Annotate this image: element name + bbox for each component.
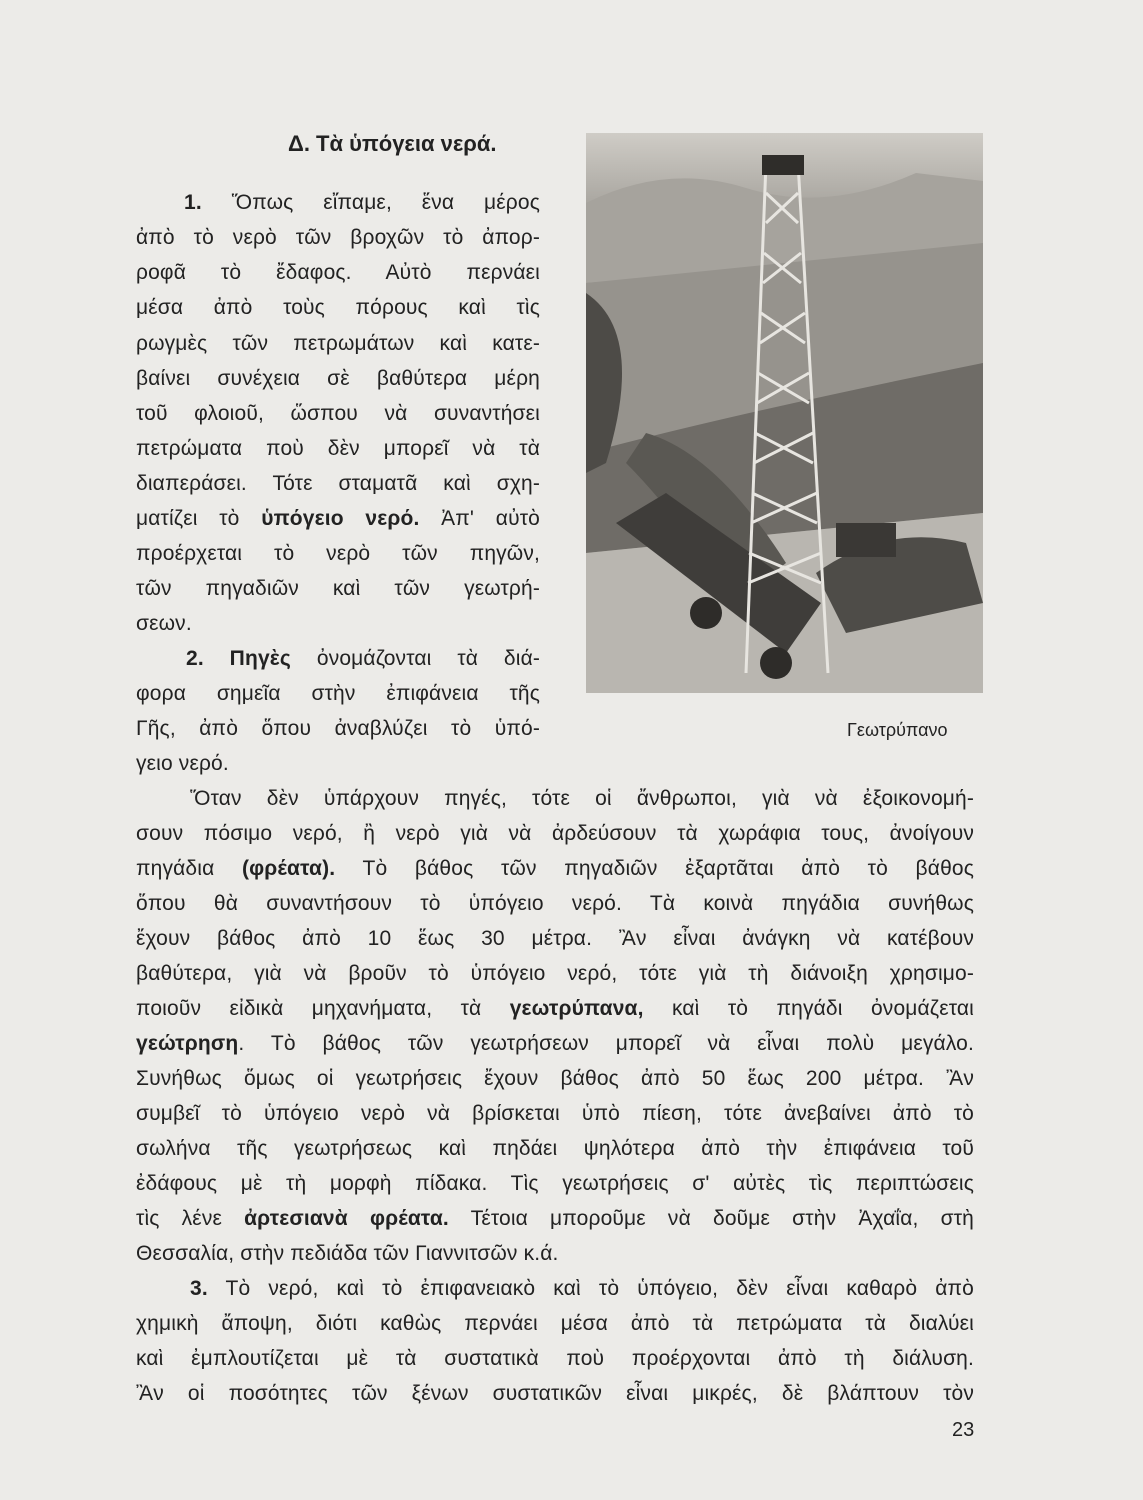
text-line — [136, 536, 540, 572]
text-run: βαθύτερα, γιὰ νὰ βροῦν τὸ ὑπόγειο νερό, τότε γιὰ τὴ διάνοιξη χρησιμο- — [136, 962, 974, 985]
text-line — [136, 431, 540, 467]
text-run: προέρχεται τὸ νερὸ τῶν πηγῶν, — [136, 542, 540, 565]
text-line — [136, 1376, 974, 1412]
text-line — [136, 501, 540, 537]
text-run: ροφᾶ τὸ ἔδαφος. Αὐτὸ περνάει — [136, 261, 540, 284]
text-line — [136, 1341, 974, 1377]
bold-term: γεώτρηση — [136, 1032, 239, 1055]
text-run: σουν πόσιμο νερό, ἢ νερὸ γιὰ νὰ ἀρδεύσουν τὰ χωράφια τους, ἀνοίγουν — [136, 822, 974, 845]
text-run: διαπεράσει. Τότε σταματᾶ καὶ σχη- — [136, 472, 540, 495]
text-line — [136, 326, 540, 362]
drilling-rig-illustration — [586, 133, 983, 693]
text-run: Ὅπως εἴπαμε, ἕνα μέρος — [231, 191, 540, 214]
text-run: πηγάδια — [136, 857, 242, 880]
text-line — [136, 921, 974, 957]
text-line — [136, 746, 540, 782]
text-line — [136, 1096, 974, 1132]
text-line — [136, 1236, 974, 1272]
text-line — [136, 1306, 974, 1342]
bold-term: (φρέατα). — [241, 857, 336, 880]
text-line — [136, 571, 540, 607]
bold-term: 3. — [190, 1277, 208, 1300]
text-run: ἔχουν βάθος ἀπὸ 10 ἕως 30 μέτρα. Ἂν εἶναι ἀνάγκη νὰ κατέβουν — [136, 927, 974, 950]
text-line — [136, 711, 540, 747]
text-line — [136, 1026, 974, 1062]
text-run: Θεσσαλία, στὴν πεδιάδα τῶν Γιαννιτσῶν κ.ά. — [136, 1242, 559, 1265]
text-line — [136, 1131, 974, 1167]
text-line — [190, 1271, 974, 1307]
text-line — [190, 781, 974, 817]
text-run: τοῦ φλοιοῦ, ὥσπου νὰ συναντήσει — [136, 402, 540, 425]
text-run: βαίνει συνέχεια σὲ βαθύτερα μέρη — [136, 367, 540, 390]
bold-term: ὑπόγειο νερό. — [261, 507, 420, 530]
text-line — [136, 255, 540, 291]
text-run: μέσα ἀπὸ τοὺς πόρους καὶ τὶς — [136, 296, 540, 319]
text-run: σεων. — [136, 612, 192, 635]
bold-term: γεωτρύπανα, — [509, 997, 644, 1020]
text-line — [136, 816, 974, 852]
text-run: Ὅταν δὲν ὑπάρχουν πηγές, τότε οἱ ἄνθρωποι, γιὰ νὰ ἐξοικονομή- — [190, 787, 974, 810]
text-line — [136, 991, 974, 1027]
bold-term: ἀρτεσιανὰ φρέατα. — [244, 1207, 449, 1230]
text-line — [136, 641, 540, 677]
section-heading: Δ. Τὰ ὑπόγεια νερά. — [288, 131, 497, 156]
text-line — [136, 185, 540, 221]
text-run: τῶν πηγαδιῶν καὶ τῶν γεωτρή- — [136, 577, 540, 600]
text-run: ποιοῦν εἰδικὰ μηχανήματα, τὰ — [136, 997, 510, 1020]
bold-term: 2. Πηγὲς — [186, 647, 291, 670]
text-run: ἀπὸ τὸ νερὸ τῶν βροχῶν τὸ ἀπορ- — [136, 226, 540, 249]
text-run: γειο νερό. — [136, 752, 229, 775]
text-run: καὶ ἐμπλουτίζεται μὲ τὰ συστατικὰ ποὺ προέρχονται ἀπὸ τὴ διάλυση. — [136, 1347, 974, 1370]
text-run: Γῆς, ἀπὸ ὅπου ἀναβλύζει τὸ ὑπό- — [136, 717, 540, 740]
text-run: συμβεῖ τὸ ὑπόγειο νερὸ νὰ βρίσκεται ὑπὸ πίεση, τότε ἀνεβαίνει ἀπὸ τὸ — [136, 1102, 974, 1125]
text-run: ματίζει τὸ — [136, 507, 262, 530]
text-run: Συνήθως ὅμως οἱ γεωτρήσεις ἔχουν βάθος ἀπὸ 50 ἕως 200 μέτρα. Ἂν — [136, 1067, 974, 1090]
bold-term: 1. — [184, 191, 232, 214]
text-line — [136, 676, 540, 712]
page-number: 23 — [952, 1419, 975, 1441]
text-line — [136, 886, 974, 922]
text-line — [136, 466, 540, 502]
text-run: πετρώματα ποὺ δὲν μπορεῖ νὰ τὰ — [136, 437, 540, 460]
text-line — [136, 1061, 974, 1097]
text-line — [136, 220, 540, 256]
text-run: καὶ τὸ πηγάδι ὀνομάζεται — [643, 997, 974, 1020]
text-run: ρωγμὲς τῶν πετρωμάτων καὶ κατε- — [136, 332, 540, 355]
text-run: Ἂν οἱ ποσότητες τῶν ξένων συστατικῶν εἶναι μικρές, δὲ βλάπτουν τὸν — [136, 1382, 974, 1405]
text-line — [136, 956, 974, 992]
drilling-rig-photo — [586, 133, 983, 693]
text-line — [136, 1166, 974, 1202]
text-line — [136, 290, 540, 326]
text-line — [136, 851, 974, 887]
text-run: ἐδάφους μὲ τὴ μορφὴ πίδακα. Τὶς γεωτρήσεις σ' αὐτὲς τὶς περιπτώσεις — [136, 1172, 974, 1195]
text-run: Ἀπ' αὐτὸ — [419, 507, 540, 530]
text-line — [136, 396, 540, 432]
text-run: φορα σημεῖα στὴν ἐπιφάνεια τῆς — [136, 682, 540, 705]
text-line — [136, 1201, 974, 1237]
text-run: Τέτοια μποροῦμε νὰ δοῦμε στὴν Ἀχαΐα, στὴ — [448, 1207, 974, 1230]
text-line — [136, 606, 540, 642]
text-line — [136, 361, 540, 397]
text-run: τὶς λένε — [136, 1207, 245, 1230]
text-run: ὅπου θὰ συναντήσουν τὸ ὑπόγειο νερό. Τὰ κοινὰ πηγάδια συνήθως — [136, 892, 974, 915]
text-run: . Τὸ βάθος τῶν γεωτρήσεων μπορεῖ νὰ εἶναι πολὺ μεγάλο. — [238, 1032, 974, 1055]
text-run: Τὸ νερό, καὶ τὸ ἐπιφανειακὸ καὶ τὸ ὑπόγειο, δὲν εἶναι καθαρὸ ἀπὸ — [207, 1277, 974, 1300]
photo-caption: Γεωτρύπανο — [847, 720, 948, 740]
text-run: χημικὴ ἄποψη, διότι καθὼς περνάει μέσα ἀπὸ τὰ πετρώματα τὰ διαλύει — [136, 1312, 974, 1335]
text-run: ὀνομάζονται τὰ διά- — [291, 647, 541, 670]
text-run: σωλήνα τῆς γεωτρήσεως καὶ πηδάει ψηλότερα ἀπὸ τὴν ἐπιφάνεια τοῦ — [136, 1137, 974, 1160]
text-run: Τὸ βάθος τῶν πηγαδιῶν ἐξαρτᾶται ἀπὸ τὸ βάθος — [335, 857, 974, 880]
